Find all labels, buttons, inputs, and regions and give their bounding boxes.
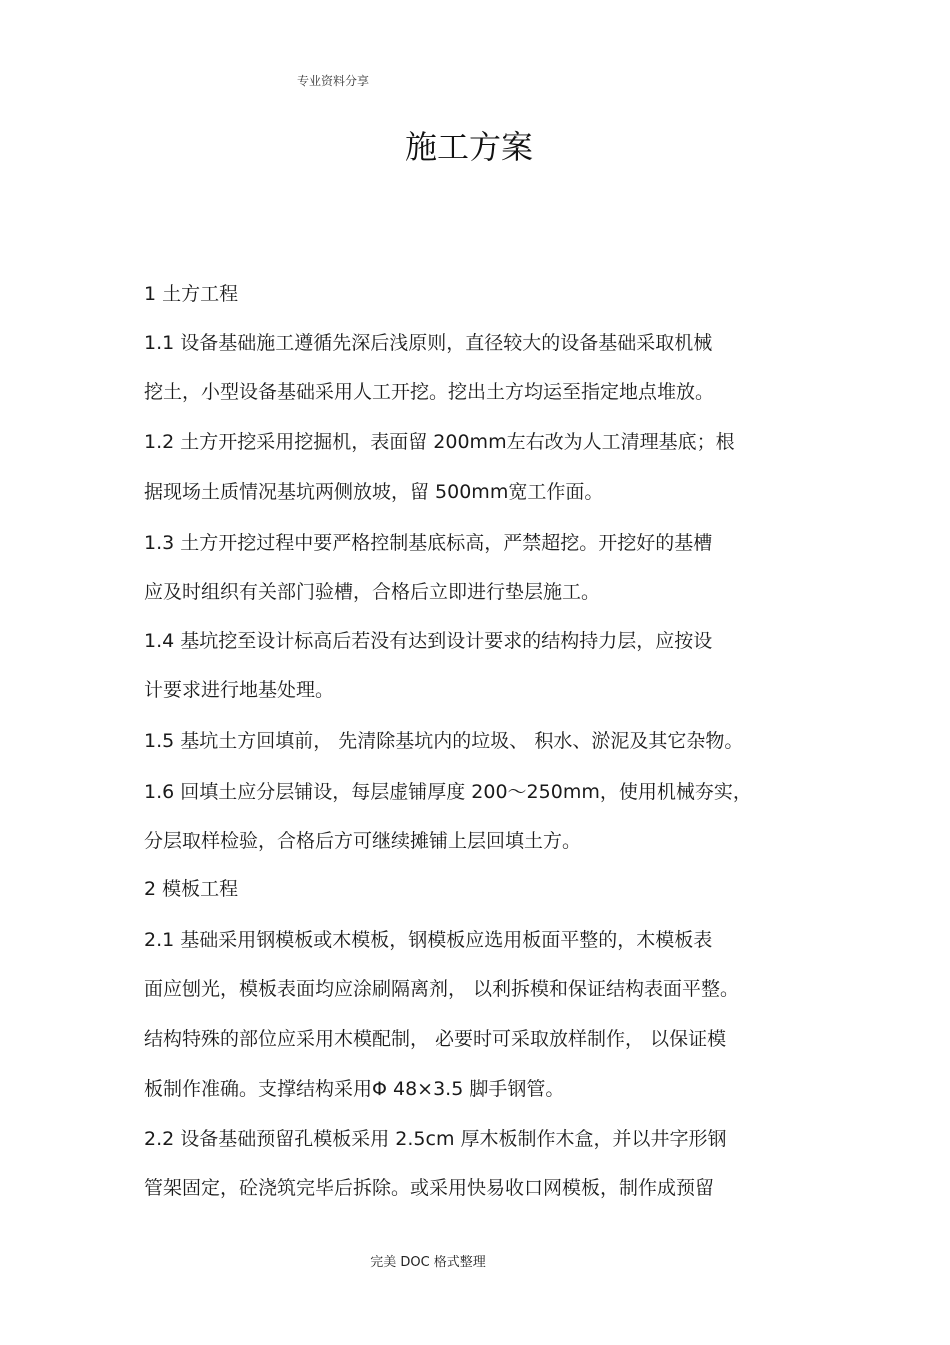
- text-line: 据现场土质情况基坑两侧放坡，留 500mm宽工作面。: [144, 481, 604, 503]
- text-line: 1.2 土方开挖采用挖掘机，表面留 200mm左右改为人工清理基底；根: [144, 431, 735, 453]
- text-line: 挖土，小型设备基础采用人工开挖。挖出土方均运至指定地点堆放。: [144, 381, 715, 403]
- text-line: 1.6 回填土应分层铺设，每层虚铺厚度 200～250mm，使用机械夯实，: [144, 781, 752, 803]
- text-line: 1.4 基坑挖至设计标高后若没有达到设计要求的结构持力层，应按设: [144, 630, 713, 652]
- text-line: 应及时组织有关部门验槽，合格后立即进行垫层施工。: [144, 581, 601, 603]
- text-line: 分层取样检验，合格后方可继续摊铺上层回填土方。: [144, 830, 582, 852]
- text-line: 管架固定，砼浇筑完毕后拆除。或采用快易收口网模板，制作成预留: [144, 1177, 715, 1199]
- section-heading: 1 土方工程: [144, 283, 239, 305]
- document-title: 施工方案: [404, 128, 533, 166]
- text-line: 1.3 土方开挖过程中要严格控制基底标高，严禁超挖。开挖好的基槽: [144, 532, 713, 554]
- header-note: 专业资料分享: [297, 74, 370, 88]
- text-line: 面应刨光，模板表面均应涂刷隔离剂， 以利拆模和保证结构表面平整。: [144, 978, 740, 1000]
- footer-note: 完美 DOC 格式整理: [370, 1255, 486, 1270]
- section-heading: 2 模板工程: [144, 878, 239, 900]
- text-line: 2.1 基础采用钢模板或木模板，钢模板应选用板面平整的，木模板表: [144, 929, 713, 951]
- text-line: 2.2 设备基础预留孔模板采用 2.5cm 厚木板制作木盒，并以井字形钢: [144, 1128, 727, 1150]
- text-line: 板制作准确。支撑结构采用Φ 48×3.5 脚手钢管。: [144, 1078, 565, 1100]
- text-line: 结构特殊的部位应采用木模配制， 必要时可采取放样制作， 以保证模: [144, 1028, 727, 1050]
- text-line: 1.1 设备基础施工遵循先深后浅原则，直径较大的设备基础采取机械: [144, 332, 713, 354]
- text-line: 计要求进行地基处理。: [144, 679, 335, 701]
- text-line: 1.5 基坑土方回填前， 先清除基坑内的垃圾、 积水、淤泥及其它杂物。: [144, 730, 744, 752]
